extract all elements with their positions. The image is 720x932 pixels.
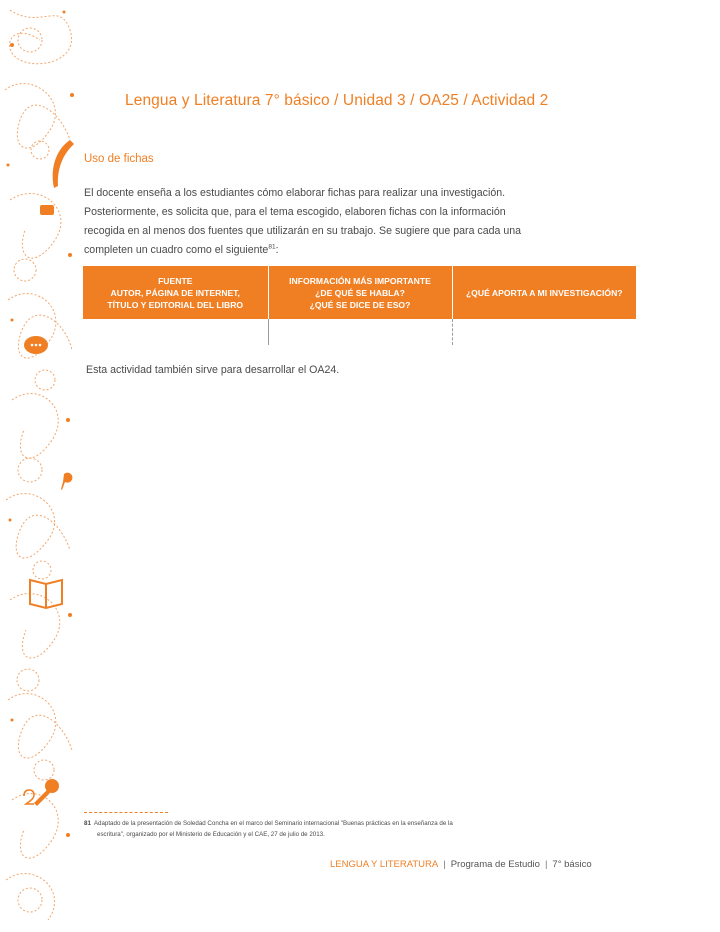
footer-subject: LENGUA Y LITERATURA bbox=[330, 859, 439, 870]
header-line: AUTOR, PÁGINA DE INTERNET, bbox=[110, 287, 240, 298]
footnote bbox=[84, 818, 554, 840]
header-line: ¿QUÉ SE DICE DE ESO? bbox=[309, 299, 411, 310]
body-line: El docente enseña a los estudiantes cómo elaborar fichas para realizar una investigación. bbox=[84, 187, 506, 199]
speech-bubble-icon bbox=[24, 336, 48, 354]
footnote-reference: 81 bbox=[268, 243, 276, 251]
header-line: ¿DE QUÉ SE HABLA? bbox=[315, 287, 405, 298]
page-footer bbox=[330, 859, 630, 870]
footer-grade: 7° básico bbox=[552, 859, 592, 870]
footnote-line: escritura", organizado por el Ministerio de Educación y el CAE, 27 de julio de 2013. bbox=[97, 831, 325, 838]
header-line: FUENTE bbox=[158, 275, 193, 286]
decorative-margin bbox=[0, 0, 90, 932]
body-paragraph bbox=[84, 184, 584, 260]
section-title: Uso de fichas bbox=[84, 153, 154, 165]
table-header-row bbox=[83, 266, 636, 319]
body-line bbox=[84, 241, 584, 260]
header-line: INFORMACIÓN MÁS IMPORTANTE bbox=[289, 275, 431, 286]
header-informacion bbox=[268, 266, 452, 319]
table-cell bbox=[268, 319, 452, 345]
header-line: ¿QUÉ APORTA A MI INVESTIGACIÓN? bbox=[465, 287, 623, 298]
header-fuente bbox=[83, 266, 268, 319]
table-cell bbox=[452, 319, 636, 345]
body-line-text: completen un cuadro como el siguiente bbox=[84, 244, 269, 256]
footnote-number: 81 bbox=[84, 820, 91, 827]
open-book-icon bbox=[30, 580, 62, 608]
comma-icon bbox=[61, 473, 72, 490]
fichas-table bbox=[83, 266, 636, 345]
footnote-line: Adaptado de la presentación de Soledad Concha en el marco del Seminario internacional "Buenas prácticas en la enseñanza de la bbox=[93, 820, 453, 827]
table-cell bbox=[83, 319, 268, 345]
body-line: Posteriormente, es solicita que, para el tema escogido, elaboren fichas con la información bbox=[84, 206, 506, 218]
header-aporte bbox=[452, 266, 636, 319]
body-line: recogida en al menos dos fuentes que utilizarán en su trabajo. Se sugiere que para cada una bbox=[84, 225, 521, 237]
table-row bbox=[83, 319, 636, 345]
footer-separator: | bbox=[443, 859, 446, 870]
inkwell-icon bbox=[40, 205, 54, 215]
activity-note: Esta actividad también sirve para desarrollar el OA24. bbox=[86, 364, 340, 376]
footer-separator: | bbox=[544, 859, 548, 870]
footer-program: Programa de Estudio bbox=[450, 859, 540, 870]
quill-icon bbox=[53, 140, 74, 188]
page-title: Lengua y Literatura 7° básico / Unidad 3 / OA25 / Actividad 2 bbox=[125, 92, 549, 109]
header-line: TÍTULO Y EDITORIAL DEL LIBRO bbox=[107, 299, 244, 310]
footnote-divider bbox=[84, 812, 168, 813]
body-line-end: : bbox=[275, 244, 279, 256]
microphone-icon bbox=[24, 779, 59, 806]
